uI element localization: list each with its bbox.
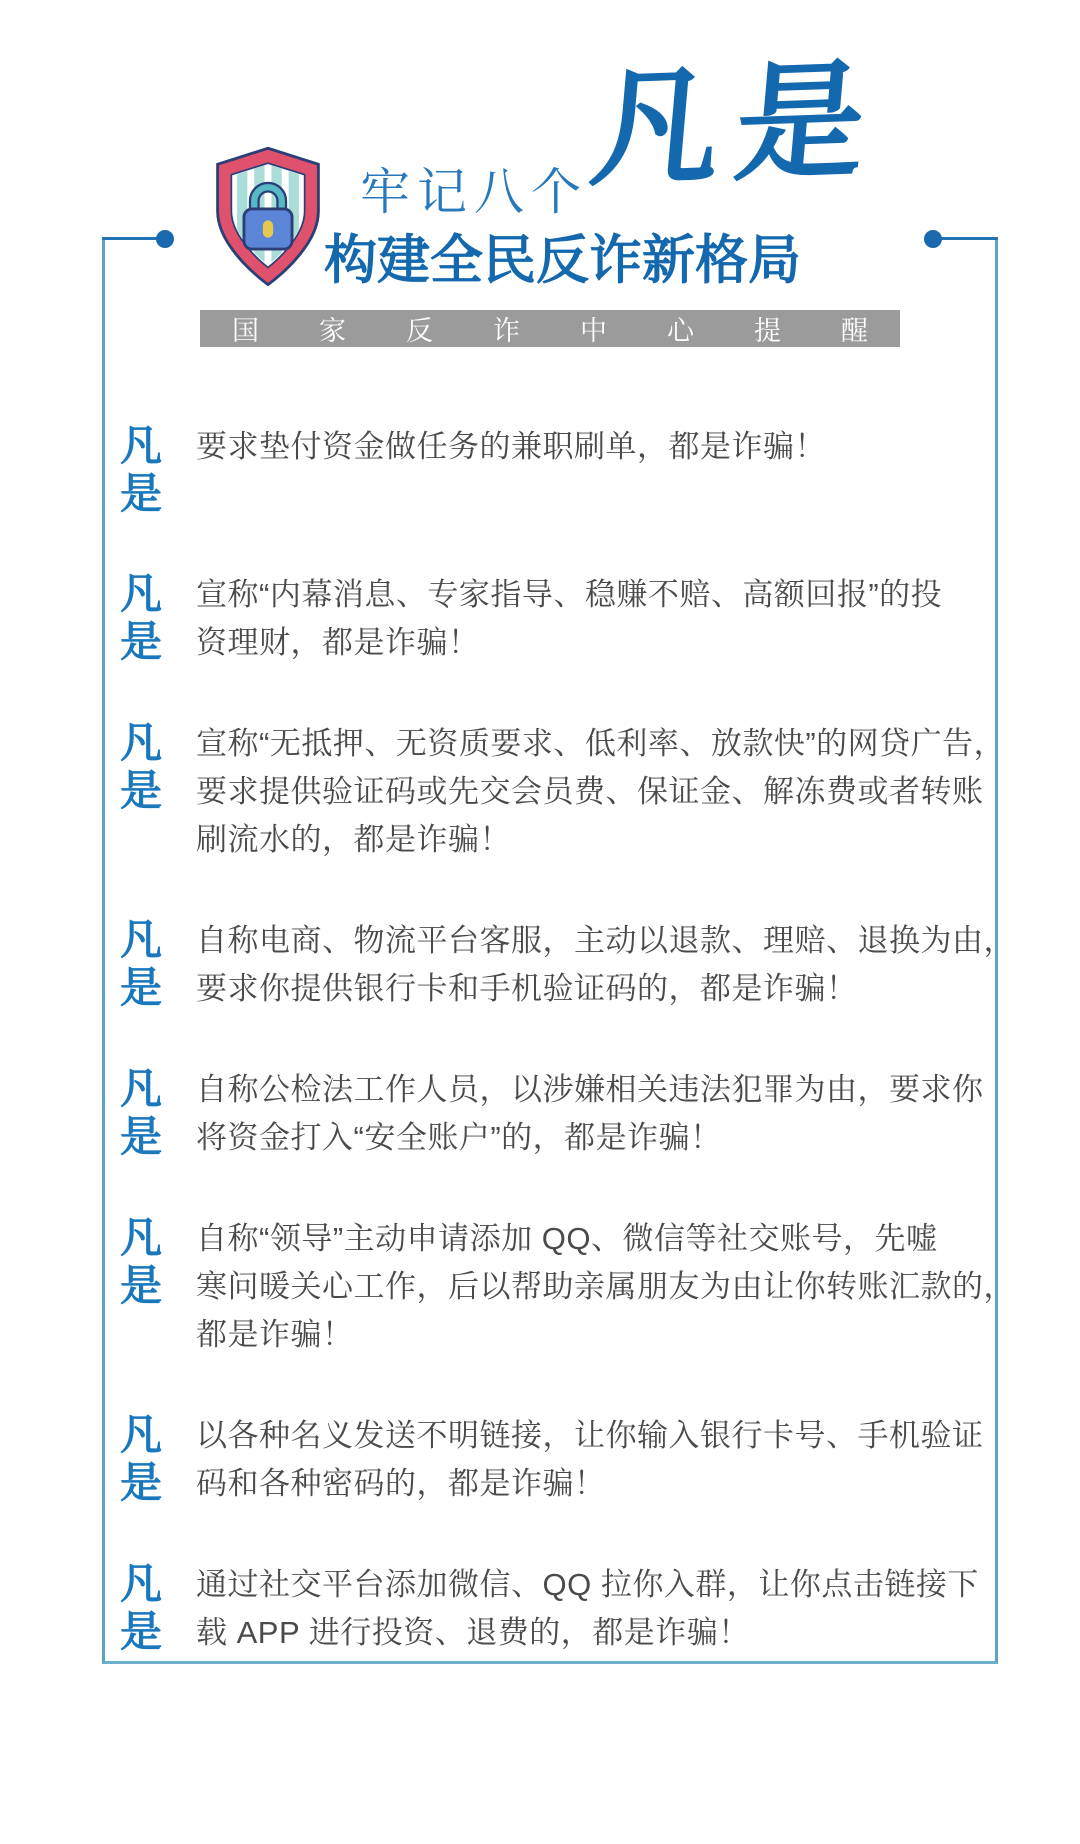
fraud-item-line: 通过社交平台添加微信、QQ 拉你入群，让你点击链接下 bbox=[196, 1567, 979, 1602]
fraud-item-line: 宣称“内幕消息、专家指导、稳赚不赔、高额回报”的投 bbox=[196, 577, 943, 612]
fraud-item-text bbox=[196, 719, 1005, 864]
fanshi-label: 凡是 bbox=[120, 1411, 164, 1506]
ribbon-char: 反 bbox=[406, 316, 433, 346]
fanshi-label: 凡是 bbox=[120, 916, 164, 1011]
fraud-item-text bbox=[196, 916, 1015, 1013]
frame-top-left-segment bbox=[102, 237, 164, 240]
fraud-item-line: 要求垫付资金做任务的兼职刷单，都是诈骗！ bbox=[196, 429, 826, 464]
ribbon-bar bbox=[200, 310, 900, 347]
fraud-item-2 bbox=[120, 570, 972, 667]
fraud-item-line: 以各种名义发送不明链接，让你输入银行卡号、手机验证 bbox=[196, 1418, 984, 1453]
fraud-item-1 bbox=[120, 422, 972, 518]
fraud-item-line: 码和各种密码的，都是诈骗！ bbox=[196, 1466, 606, 1501]
frame-top-right-segment bbox=[934, 237, 998, 240]
fraud-item-6 bbox=[120, 1214, 1015, 1359]
fraud-items-list bbox=[120, 422, 1015, 1657]
fraud-item-3 bbox=[120, 719, 1006, 864]
fanshi-label: 凡是 bbox=[120, 422, 164, 517]
fanshi-label: 凡是 bbox=[120, 1214, 164, 1309]
frame-right-dot bbox=[924, 230, 942, 248]
fraud-item-line: 寒问暖关心工作，后以帮助亲属朋友为由让你转账汇款的， bbox=[196, 1269, 1015, 1304]
fraud-item-line: 要求提供验证码或先交会员费、保证金、解冻费或者转账 bbox=[196, 774, 984, 809]
slogan-line2-text: 构建全民反诈新格局 bbox=[324, 231, 801, 290]
fraud-item-8 bbox=[120, 1560, 979, 1657]
ribbon-char: 诈 bbox=[493, 316, 520, 346]
slogan-prefix-text: 牢记八个 bbox=[360, 164, 588, 220]
ribbon-char: 心 bbox=[667, 316, 694, 346]
fraud-item-text bbox=[196, 1214, 1015, 1359]
fanshi-label: 凡是 bbox=[120, 570, 164, 665]
ribbon-char: 国 bbox=[232, 316, 259, 346]
fraud-item-line: 都是诈骗！ bbox=[196, 1317, 354, 1352]
fraud-item-line: 资理财，都是诈骗！ bbox=[196, 625, 480, 660]
ribbon-char: 醒 bbox=[841, 316, 868, 346]
fraud-item-4 bbox=[120, 916, 1015, 1013]
fanshi-label: 凡是 bbox=[120, 719, 164, 814]
fraud-item-line: 刷流水的，都是诈骗！ bbox=[196, 822, 511, 857]
fraud-item-line: 要求你提供银行卡和手机验证码的，都是诈骗！ bbox=[196, 971, 858, 1006]
fanshi-label: 凡是 bbox=[120, 1065, 164, 1160]
fraud-item-text bbox=[196, 1065, 984, 1162]
slogan-highlight-text: 凡是 bbox=[585, 49, 887, 202]
ribbon-char: 中 bbox=[580, 316, 607, 346]
fraud-item-line: 自称“领导”主动申请添加 QQ、微信等社交账号，先嘘 bbox=[196, 1221, 938, 1256]
fraud-item-line: 自称电商、物流平台客服，主动以退款、理赔、退换为由， bbox=[196, 923, 1015, 958]
fraud-item-5 bbox=[120, 1065, 984, 1162]
ribbon-char: 提 bbox=[754, 316, 781, 346]
fraud-item-text bbox=[196, 1411, 984, 1508]
fraud-item-line: 载 APP 进行投资、退费的，都是诈骗！ bbox=[196, 1615, 750, 1650]
fraud-item-line: 自称公检法工作人员，以涉嫌相关违法犯罪为由，要求你 bbox=[196, 1072, 984, 1107]
fraud-item-line: 将资金打入“安全账户”的，都是诈骗！ bbox=[196, 1120, 722, 1155]
shield-lock-icon bbox=[210, 146, 326, 288]
ribbon-char: 家 bbox=[319, 316, 346, 346]
fraud-item-text bbox=[196, 1560, 979, 1657]
fanshi-label: 凡是 bbox=[120, 1560, 164, 1655]
fraud-item-text bbox=[196, 422, 972, 471]
fraud-item-7 bbox=[120, 1411, 984, 1508]
fraud-item-text bbox=[196, 570, 972, 667]
fraud-item-line: 宣称“无抵押、无资质要求、低利率、放款快”的网贷广告， bbox=[196, 726, 1006, 761]
frame-left-dot bbox=[156, 230, 174, 248]
